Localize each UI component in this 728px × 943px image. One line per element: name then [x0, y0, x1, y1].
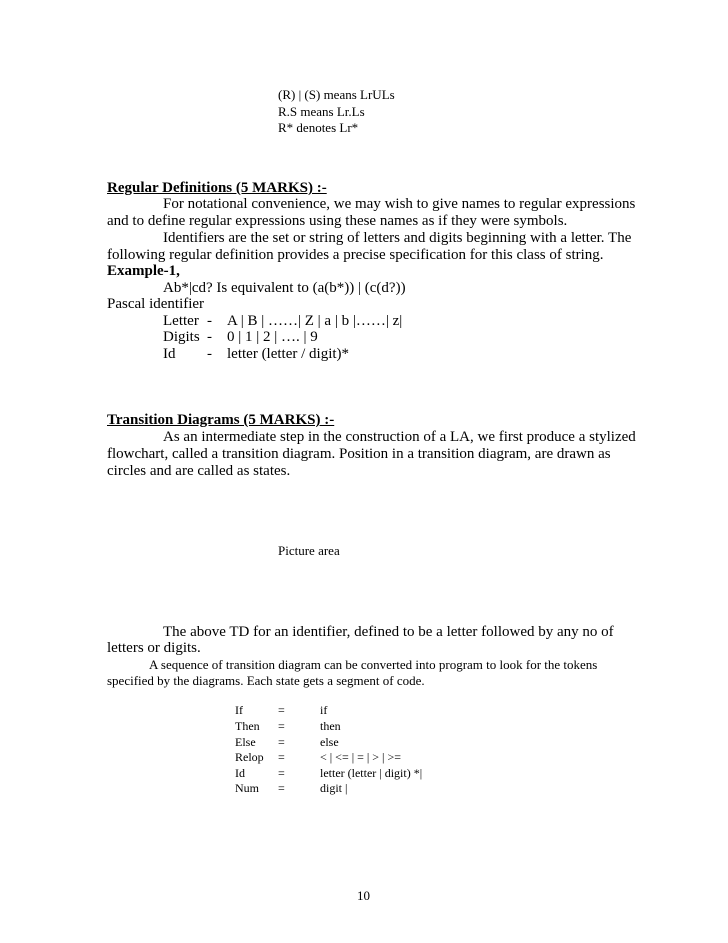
def-sep: - [207, 313, 212, 329]
td-p3-line1: A sequence of transition diagram can be converted into program to look for the tokens [149, 657, 598, 672]
token-eq: = [278, 703, 285, 717]
token-eq: = [278, 766, 285, 780]
regdef-p2-line1: Identifiers are the set or string of letters and digits beginning with a letter. The [163, 230, 632, 246]
def-sep: - [207, 346, 212, 362]
regular-definitions-heading: Regular Definitions (5 MARKS) :- [107, 180, 327, 196]
def-value: letter (letter / digit)* [227, 346, 350, 362]
example-label: Example-1, [107, 263, 180, 279]
token-eq: = [278, 719, 285, 733]
td-p1-line1: As an intermediate step in the construction of a LA, we first produce a stylized [163, 429, 636, 445]
def-value: A | B | ……| Z | a | b |……| z| [227, 313, 403, 329]
example-text: Ab*|cd? Is equivalent to (a(b*)) | (c(d?)) [163, 280, 406, 296]
td-p1-line3: circles and are called as states. [107, 463, 291, 479]
token-value: else [320, 735, 339, 749]
token-name: If [235, 703, 243, 717]
td-p2-line1: The above TD for an identifier, defined to be a letter followed by any no of [163, 624, 614, 640]
def-union: (R) | (S) means LrULs [278, 87, 395, 102]
token-eq: = [278, 781, 285, 795]
td-p1-line2: flowchart, called a transition diagram. Position in a transition diagram, are drawn as [107, 446, 611, 462]
regdef-p2-line2: following regular definition provides a precise specification for this class of string. [107, 247, 604, 263]
def-sep: - [207, 329, 212, 345]
token-value: letter (letter | digit) *| [320, 766, 423, 780]
picture-area-label: Picture area [278, 543, 340, 558]
token-name: Then [235, 719, 260, 733]
page-number: 10 [357, 888, 370, 903]
transition-diagrams-heading: Transition Diagrams (5 MARKS) :- [107, 412, 335, 428]
token-eq: = [278, 735, 285, 749]
def-name: Id [163, 346, 176, 362]
def-concat: R.S means Lr.Ls [278, 104, 365, 119]
token-value: if [320, 703, 328, 717]
td-p2-line2: letters or digits. [107, 640, 201, 656]
token-value: digit | [320, 781, 348, 795]
regdef-p1-line1: For notational convenience, we may wish to give names to regular expressions [163, 196, 636, 212]
def-value: 0 | 1 | 2 | …. | 9 [227, 329, 318, 345]
token-value: < | <= | = | > | >= [320, 750, 401, 764]
td-p3-line2: specified by the diagrams. Each state gets a segment of code. [107, 673, 425, 688]
token-name: Id [235, 766, 245, 780]
token-value: then [320, 719, 341, 733]
def-kleene: R* denotes Lr* [278, 120, 359, 135]
token-name: Relop [235, 750, 264, 764]
token-eq: = [278, 750, 285, 764]
regdef-p1-line2: and to define regular expressions using these names as if they were symbols. [107, 213, 568, 229]
token-name: Num [235, 781, 259, 795]
pascal-label: Pascal identifier [107, 296, 205, 312]
def-name: Letter [163, 313, 199, 329]
token-name: Else [235, 735, 256, 749]
def-name: Digits [163, 329, 200, 345]
